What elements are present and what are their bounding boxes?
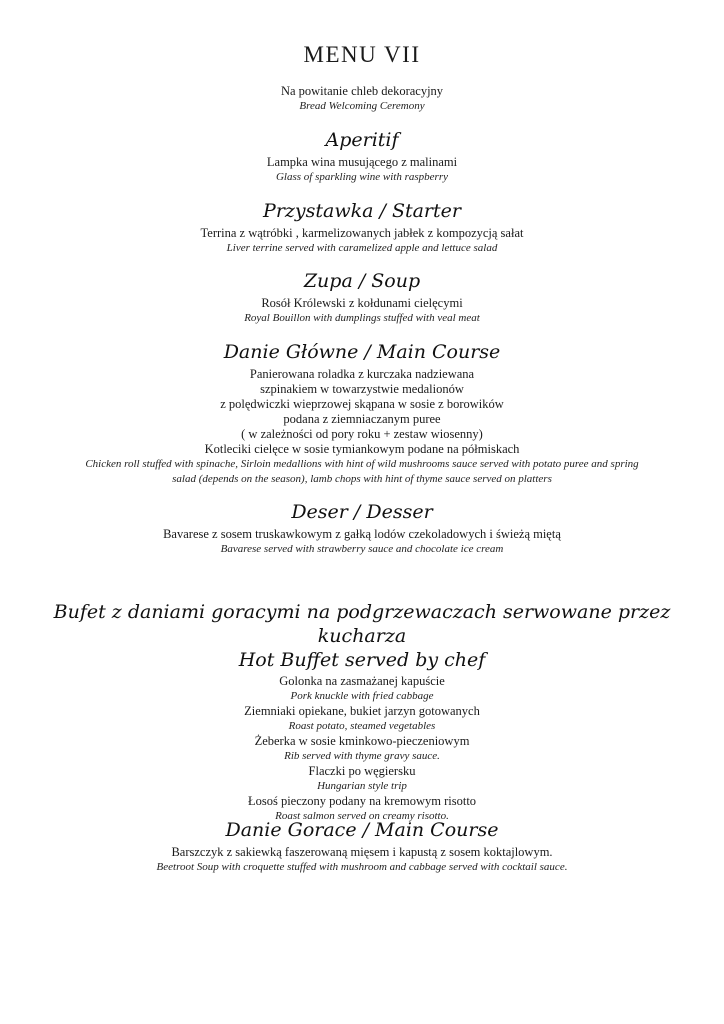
buffet-item-en: Pork knuckle with fried cabbage (290, 690, 434, 702)
buffet-item-pl: Golonka na zasmażanej kapuście (279, 674, 445, 688)
dessert-section (40, 500, 684, 557)
soup-section (40, 269, 684, 326)
buffet-item-en: Hungarian style trip (317, 780, 407, 792)
soup-en: Royal Bouillon with dumplings stuffed with veal meat (244, 312, 480, 324)
buffet-item-en: Roast potato, steamed vegetables (288, 720, 436, 732)
aperitif-heading: Aperitif (325, 129, 399, 151)
main-course-pl-line: szpinakiem w towarzystwie medalionów (260, 382, 464, 396)
starter-section (40, 199, 684, 256)
hot-main-course-heading: Danie Gorace / Main Course (225, 819, 499, 841)
aperitif-en: Glass of sparkling wine with raspberry (275, 171, 449, 183)
buffet-item-pl: Żeberka w sosie kminkowo-pieczeniowym (254, 734, 470, 748)
main-course-pl-line: Panierowana roladka z kurczaka nadziewana (249, 367, 475, 381)
dessert-pl: Bavarese z sosem truskawkowym z gałką lodów czekoladowych i świeżą miętą (163, 527, 561, 541)
main-course-en-line: Chicken roll stuffed with spinache, Sirloin medallions with hint of wild mushrooms sauce served with potato puree and spring (85, 458, 639, 470)
hot-main-course-en: Beetroot Soup with croquette stuffed with mushroom and cabbage served with cocktail sauce. (156, 861, 568, 873)
hot-main-course-pl: Barszczyk z sakiewką faszerowaną mięsem i kapustą z sosem koktajlowym. (171, 845, 553, 859)
welcome-pl: Na powitanie chleb dekoracyjny (280, 84, 444, 98)
main-course-en-line: salad (depends on the season), lamb chops with hint of thyme sauce served on platters (172, 473, 552, 485)
main-course-heading: Danie Główne / Main Course (223, 341, 501, 363)
buffet-section (20, 600, 704, 824)
hot-main-course-section (20, 818, 704, 875)
starter-pl: Terrina z wątróbki , karmelizowanych jabłek z kompozycją sałat (200, 226, 524, 240)
dessert-en: Bavarese served with strawberry sauce and chocolate ice cream (220, 543, 504, 555)
buffet-item-pl: Ziemniaki opiekane, bukiet jarzyn gotowanych (244, 704, 480, 718)
buffet-item-pl: Flaczki po węgiersku (308, 764, 416, 778)
welcome-en: Bread Welcoming Ceremony (299, 100, 425, 112)
aperitif-section (40, 128, 684, 185)
soup-heading: Zupa / Soup (303, 270, 421, 292)
buffet-item-en: Rib served with thyme gravy sauce. (284, 750, 440, 762)
dessert-heading: Deser / Desser (291, 501, 433, 523)
main-course-section (20, 340, 704, 487)
starter-en: Liver terrine served with caramelized apple and lettuce salad (226, 242, 498, 254)
main-course-pl-line: podana z ziemniaczanym puree (283, 412, 441, 426)
buffet-heading-en: Hot Buffet served by chef (238, 649, 486, 671)
starter-heading: Przystawka / Starter (263, 200, 461, 222)
buffet-item-en: Roast salmon served on creamy risotto. (275, 810, 449, 822)
main-course-pl-line: Kotleciki cielęce w sosie tymiankowym podane na półmiskach (204, 442, 520, 456)
buffet-heading-pl: Bufet z daniami goracymi na podgrzewaczach serwowane przez kucharza (53, 601, 671, 647)
main-course-pl-line: z polędwiczki wieprzowej skąpana w sosie z borowików (220, 397, 504, 411)
menu-title: MENU VII (303, 42, 421, 67)
welcome-section (40, 84, 684, 114)
soup-pl: Rosół Królewski z kołdunami cielęcymi (261, 296, 463, 310)
aperitif-pl: Lampka wina musującego z malinami (266, 155, 458, 169)
buffet-item-pl: Łosoś pieczony podany na kremowym risotto (247, 794, 477, 808)
main-course-pl-line: ( w zależności od pory roku + zestaw wiosenny) (241, 427, 483, 441)
